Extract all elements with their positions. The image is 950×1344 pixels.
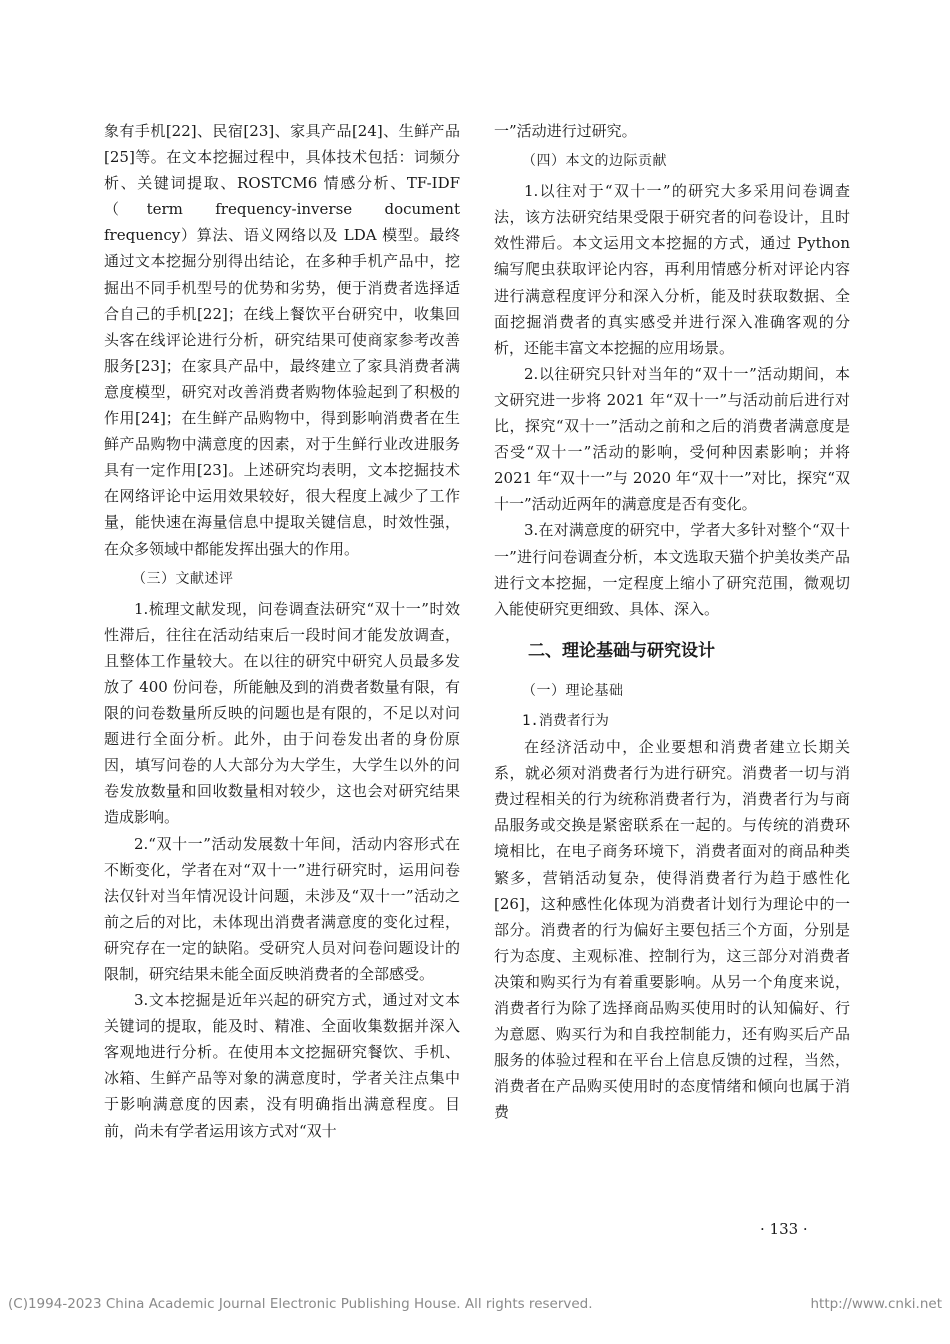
footer-copyright: (C)1994-2023 China Academic Journal Electronic Publishing House. All rights reserved. — [8, 1296, 593, 1312]
footer — [8, 1296, 942, 1312]
heading-consumer-behavior: 1.消费者行为 — [522, 712, 609, 729]
consumer-behavior-paragraph: 在经济活动中，企业要想和消费者建立长期关系，就必须对消费者行为进行研究。消费者一切与消费过程相关的行为统称消费者行为，消费者行为与商品服务或交换是紧密联系在一起的。与传统的消费环境相比，在电子商务环境下，消费者面对的商品种类繁多，营销活动复杂，使得消费者行为趋于感性化[26]，这种感性化体现为消费者计划行为理论中的一部分。消费者的行为偏好主要包括三个方面，分别是行为态度、主观标准、控制行为，这三部分对消费者决策和购买行为有着重要影响。从另一个角度来说，消费者行为除了选择商品购买使用时的认知偏好、行为意愿、购买行为和自我控制能力，还有购买后产品服务的体验过程和在平台上信息反馈的过程，当然，消费者在产品购买使用时的态度情绪和倾向也属于消费 — [494, 738, 850, 1122]
continued-paragraph: 一”活动进行过研究。 — [494, 122, 637, 140]
review-point-2: 2.“双十一”活动发展数十年间，活动内容形式在不断变化，学者在对“双十一”进行研究时，运用问卷法仅针对当年情况设计问题，未涉及“双十一”活动之前之后的对比，未体现出消费者满意度的变化过程，研究存在一定的缺陷。受研究人员对问卷问题设计的限制，研究结果未能全面反映消费者的全部感受。 — [104, 834, 460, 983]
left-column — [104, 118, 460, 1144]
contribution-point-3: 3.在对满意度的研究中，学者大多针对整个“双十一”进行问卷调查分析，本文选取天猫个护美妆类产品进行文本挖掘，一定程度上缩小了研究范围，微观切入能使研究更细致、具体、深入。 — [494, 521, 850, 618]
contribution-point-1: 1.以往对于“双十一”的研究大多采用问卷调查法，该方法研究结果受限于研究者的问卷设计，且时效性滞后。本文运用文本挖掘的方式，通过 Python 编写爬虫获取评论内容，再利用情感分析对评论内容进行满意程度评分和深入分析，能及时获取数据、全面挖掘消费者的真实感受并进行深入准确客观的分析，还能丰富文本挖掘的应用场景。 — [494, 182, 850, 357]
page-number: · 133 · — [760, 1220, 808, 1238]
heading-literature-review: （三）文献述评 — [132, 570, 234, 587]
review-point-1: 1.梳理文献发现，问卷调查法研究“双十一”时效性滞后，往往在活动结束后一段时间才能发放调查，且整体工作量较大。在以往的研究中研究人员最多发放了 400 份问卷，所能触及到的消费者数量有限，有限的问卷数量所反映的问题也是有限的，不足以对问题进行全面分析。此外，由于问卷发出者的身份原因，填写问卷的人大部分为大学生，大学生以外的问卷发放数量和回收数量相对较少，这也会对研究结果造成影响。 — [104, 599, 460, 827]
section-title: 二、理论基础与研究设计 — [528, 640, 715, 661]
contribution-point-2: 2.以往研究只针对当年的“双十一”活动期间，本文研究进一步将 2021 年“双十一”与活动前后进行对比，探究“双十一”活动之前和之后的消费者满意度是否受“双十一”活动的影响，受何种因素影响；并将 2021 年“双十一”与 2020 年“双十一”对比，探究“双十一”活动近两年的满意度是否有变化。 — [494, 364, 850, 514]
review-point-3: 3.文本挖掘是近年兴起的研究方式，通过对文本关键词的提取，能及时、精准、全面收集数据并深入客观地进行分析。在使用本文挖掘研究餐饮、手机、冰箱、生鲜产品等对象的满意度时，学者关注点集中于影响满意度的因素，没有明确指出满意程度。目前，尚未有学者运用该方式对“双十 — [104, 991, 460, 1140]
intro-paragraph: 象有手机[22]、民宿[23]、家具产品[24]、生鲜产品[25]等。在文本挖掘过程中，具体技术包括：词频分析、关键词提取、ROSTCM6 情感分析、TF-IDF（term frequency-inverse document frequency）算法、语义网络以及 LDA 模型。最终通过文本挖掘分别得出结论，在多种手机产品中，挖掘出不同手机型号的优势和劣势，便于消费者选择适合自己的手机[22]；在线上餐饮平台研究中，收集回头客在线评论进行分析，研究结果可使商家参考改善服务[23]；在家具产品中，最终建立了家具消费者满意度模型，研究对改善消费者购物体验起到了积极的作用[24]；在生鲜产品购物中，得到影响消费者在生鲜产品购物中满意度的因素，对于生鲜行业改进服务具有一定作用[23]。上述研究均表明，文本挖掘技术在网络评论中运用效果较好，很大程度上减少了工作量，能快速在海量信息中提取关键信息，时效性强，在众多领域中都能发挥出强大的作用。 — [104, 122, 460, 558]
right-column — [494, 118, 850, 1125]
footer-url[interactable]: http://www.cnki.net — [810, 1296, 942, 1312]
heading-marginal-contribution: （四）本文的边际贡献 — [522, 153, 667, 170]
heading-theory-basis: （一）理论基础 — [522, 682, 624, 699]
